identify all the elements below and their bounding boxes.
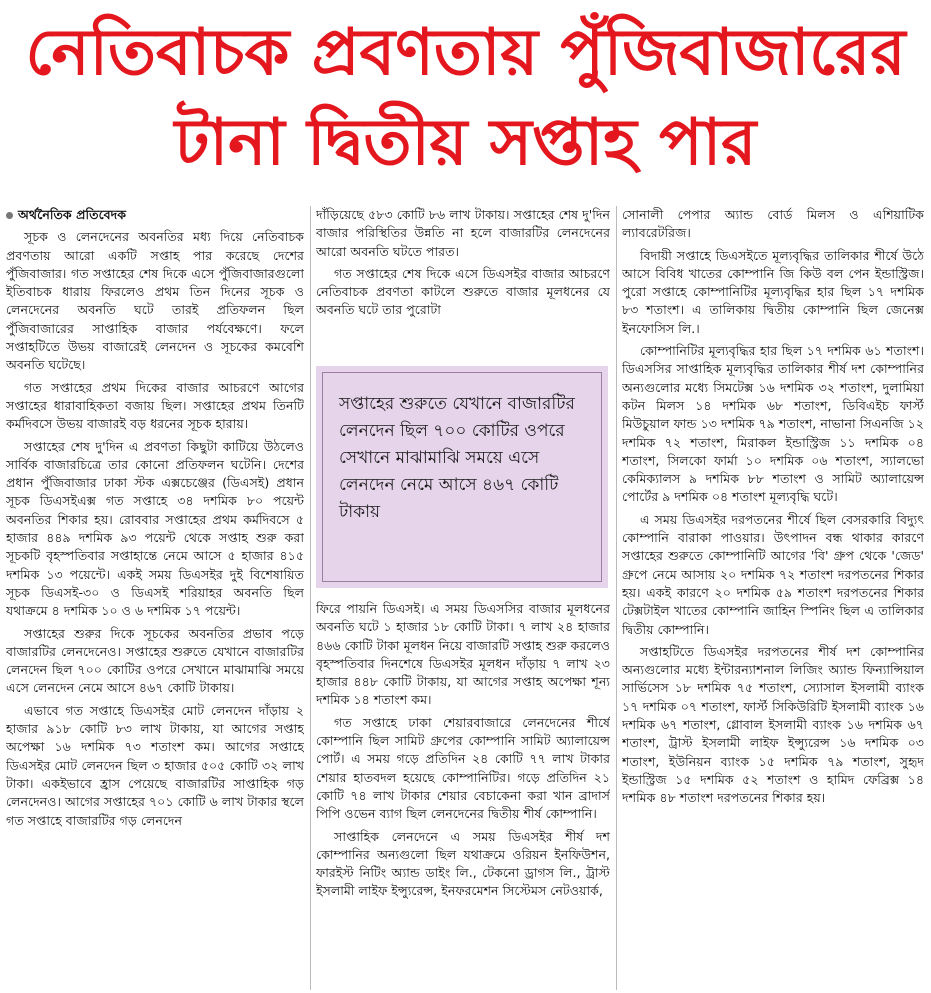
article-column-1 <box>6 206 304 990</box>
paragraph: সপ্তাহের শেষ দু'দিন এ প্রবণতা কিছুটা কাটিয়ে উঠলেও সার্বিক বাজারচিত্রে তার কোনো প্রতিফলন ঘটেনি। দেশের প্রধান পুঁজিবাজার ঢাকা স্টক এক্সচেঞ্জের (ডিএসই) প্রধান সূচক ডিএসইএক্স গত সপ্তাহে ৩৪ দশমিক ৮০ পয়েন্ট অবনতির শিকার হয়। রোববার সপ্তাহের প্রথম কর্মদিবসে ৫ হাজার ৪৪৯ দশমিক ৯৩ পয়েন্ট থেকে সপ্তাহ শুরু করা সূচকটি বৃহস্পতিবার সপ্তাহান্তে নেমে আসে ৫ হাজার ৪১৫ দশমিক ১৩ পয়েন্টে। একই সময় ডিএসইর দুই বিশেষায়িত সূচক ডিএসই-৩০ ও ডিএসই শরিয়াহর অবনতি ছিল যথাক্রমে ৪ দশমিক ১০ ও ৬ দশমিক ১৭ পয়েন্ট। <box>6 438 304 619</box>
column-separator <box>616 206 617 990</box>
paragraph: দাঁড়িয়েছে ৫৮৩ কোটি ৮৬ লাখ টাকায়। সপ্তাহের শেষ দু'দিন বাজার পরিস্থিতির উন্নতি না হলে বাজারটির লেনদেনের আরো অবনতি ঘটতে পারত। <box>316 207 610 259</box>
paragraph: সূচক ও লেনদেনের অবনতির মধ্য দিয়ে নেতিবাচক প্রবণতায় আরো একটি সপ্তাহ পার করেছে দেশের পুঁজিবাজার। গত সপ্তাহের শেষ দিকে এসে পুঁজিবাজারগুলো ইতিবাচক ধারায় ফিরলেও প্রথম তিন দিনের সূচক ও লেনদেনের অবনতি ঘটে তারই প্রতিফলন ছিল পুঁজিবাজারের সাপ্তাহিক বাজার পর্যবেক্ষণে। ফলে সপ্তাহটিতে উভয় বাজারেই লেনদেন ও সূচকের কমবেশি অবনতি ঘটেছে। <box>6 229 304 373</box>
paragraph: সোনালী পেপার অ্যান্ড বোর্ড মিলস ও এশিয়াটিক ল্যাবরেটরিজ। <box>622 207 924 241</box>
paragraph: সপ্তাহের শুরুর দিকে সূচকের অবনতির প্রভাব পড়ে বাজারটির লেনদেনেও। সপ্তাহের শুরুতে যেখানে বাজারটির লেনদেন ছিল ৭০০ কোটির ওপরে সেখানে মাঝামাঝি সময়ে এসে লেনদেন নেমে আসে ৪৬৭ কোটি টাকায়। <box>6 625 304 696</box>
article-column-2-bottom <box>316 600 610 990</box>
bullet-icon <box>6 212 13 219</box>
paragraph: এ সময় ডিএসইর দরপতনের শীর্ষে ছিল বেসরকারি বিদ্যুৎ কোম্পানি বারাকা পাওয়ার। উৎপাদন বন্ধ থাকার কারণে সপ্তাহের শুরুতে কোম্পানিটি আগের 'বি' গ্রুপ থেকে 'জেড' গ্রুপে নেমে আসায় ২০ দশমিক ৭২ শতাংশ দরপতনের শিকার হয়। একই কারণে ২০ দশমিক ৫৯ শতাংশ দরপতনের শিকার টেক্সটাইল খাতের কোম্পানি জাহিন স্পিনিং ছিল এ তালিকার দ্বিতীয় কোম্পানি। <box>622 511 924 637</box>
column-separator <box>310 206 311 990</box>
headline <box>0 0 931 200</box>
paragraph: এভাবে গত সপ্তাহে ডিএসইর মোট লেনদেন দাঁড়ায় ২ হাজার ৯১৮ কোটি ৮৩ লাখ টাকায়, যা আগের সপ্তাহ অপেক্ষা ১৬ দশমিক ৭৩ শতাংশ কম। আগের সপ্তাহে ডিএসইর মোট লেনদেন ছিল ৩ হাজার ৫০৫ কোটি ৩২ লাখ টাকা। একইভাবে হ্রাস পেয়েছে বাজারটির সাপ্তাহিক গড় লেনদেনও। আগের সপ্তাহের ৭০১ কোটি ৬ লাখ টাকার স্থলে গত সপ্তাহে বাজারটির গড় লেনদেন <box>6 702 304 828</box>
headline-line-1: নেতিবাচক প্রবণতায় পুঁজিবাজারের <box>25 16 906 90</box>
pull-quote-box <box>316 366 608 588</box>
pull-quote-text: সপ্তাহের শুরুতে যেখানে বাজারটির লেনদেন ছিল ৭০০ কোটির ওপরে সেখানে মাঝামাঝি সময়ে এসে লেনদেন নেমে আসে ৪৬৭ কোটি টাকায় <box>322 372 602 582</box>
paragraph: গত সপ্তাহের প্রথম দিকের বাজার আচরণে আগের সপ্তাহের ধারাবাহিকতা বজায় ছিল। সপ্তাহের প্রথম তিনটি কর্মদিবসে উভয় বাজারই বড় ধরনের সূচক হারায়। <box>6 379 304 432</box>
byline <box>6 206 304 224</box>
paragraph: গত সপ্তাহে ঢাকা শেয়ারবাজারে লেনদেনের শীর্ষে কোম্পানি ছিল সামিট গ্রুপের কোম্পানি সামিট অ্যালায়েন্স পোর্ট। এ সময় গড়ে প্রতিদিন ২৪ কোটি ৭৭ লাখ টাকার শেয়ার হাতবদল হয়েছে কোম্পানিটির। গড়ে প্রতিদিন ২১ কোটি ৭৪ লাখ টাকার শেয়ার বেচাকেনা করা খান ব্রাদার্স পিপি ওভেন ব্যাগ ছিল লেনদেনের দ্বিতীয় শীর্ষ কোম্পানি। <box>316 714 610 822</box>
article-column-2-top <box>316 206 610 338</box>
byline-text: অর্থনৈতিক প্রতিবেদক <box>18 207 127 222</box>
paragraph: কোম্পানিটির মূল্যবৃদ্ধির হার ছিল ১৭ দশমিক ৬১ শতাংশ। ডিএসসির সাপ্তাহিক মূল্যবৃদ্ধির তালিকার শীর্ষ দশ কোম্পানির অন্যগুলোর মধ্যে সিমটেক্স ১৬ দশমিক ৩২ শতাংশ, দুলামিয়া কটন মিলস ১৪ দশমিক ৬৮ শতাংশ, ডিবিএইচ ফার্স্ট মিউচুয়াল ফান্ড ১৩ দশমিক ৭৯ শতাংশ, নাভানা সিএনজি ১২ দশমিক ৭২ শতাংশ, মিরাকল ইন্ডাস্ট্রিজ ১১ দশমিক ০৪ শতাংশ, সিলকো ফার্মা ১০ দশমিক ০৬ শতাংশ, স্যালভো কেমিক্যালস ৯ দশমিক ৮৮ শতাংশ ও সামিট অ্যালায়েন্স পোর্টের ৯ দশমিক ০৪ শতাংশ মূল্যবৃদ্ধি ঘটে। <box>622 343 924 505</box>
paragraph: ফিরে পায়নি ডিএসই। এ সময় ডিএসসির বাজার মূলধনের অবনতি ঘটে ১ হাজার ১৮ কোটি টাকা। ৭ লাখ ২৪ হাজার ৪৬৬ কোটি টাকা মূলধন নিয়ে বাজারটি সপ্তাহ শুরু করলেও বৃহস্পতিবার দিনশেষে ডিএসইর মূলধন দাঁড়ায় ৭ লাখ ২৩ হাজার ৪৪৮ কোটি টাকায়, যা আগের সপ্তাহ অপেক্ষা শূন্য দশমিক ১৪ শতাংশ কম। <box>316 601 610 708</box>
paragraph: সাপ্তাহিক লেনদেনে এ সময় ডিএসইর শীর্ষ দশ কোম্পানির অন্যগুলো ছিল যথাক্রমে ওরিয়ন ইনফিউশন, ফারইস্ট নিটিং অ্যান্ড ডাইং লি., টেকনো ড্রাগস লি., ট্রাস্ট ইসলামী লাইফ ইন্স্যুরেন্স, ইনফরমেশন সিস্টেমস নেটওয়ার্ক, <box>316 828 610 899</box>
paragraph: গত সপ্তাহের শেষ দিকে এসে ডিএসইর বাজার আচরণে নেতিবাচক প্রবণতা কাটলে শুরুতে বাজার মূলধনের যে অবনতি ঘটে তার পুরোটা <box>316 265 610 318</box>
paragraph: সপ্তাহটিতে ডিএসইর দরপতনের শীর্ষ দশ কোম্পানির অন্যগুলোর মধ্যে ইন্টারন্যাশনাল লিজিং অ্যান্ড ফিন্যান্সিয়াল সার্ভিসেস ১৮ দশমিক ৭৫ শতাংশ, স্যোসাল ইসলামী ব্যাংক ১৭ দশমিক ০৭ শতাংশ, ফার্স্ট সিকিউরিটি ইসলামী ব্যাংক ১৬ দশমিক ৬৭ শতাংশ, গ্লোবাল ইসলামী ব্যাংক ১৬ দশমিক ৬৭ শতাংশ, ট্রাস্ট ইসলামী লাইফ ইন্স্যুরেন্স ১৬ দশমিক ০৩ শতাংশ, ইউনিয়ন ব্যাংক ১৫ দশমিক ৭৯ শতাংশ, সুহৃদ ইন্ডাস্ট্রিজ ১৫ দশমিক ৫২ শতাংশ ও হামিদ ফেব্রিক্স ১৪ দশমিক ৪৮ শতাংশ দরপতনের শিকার হয়। <box>622 643 924 806</box>
article-column-3 <box>622 206 924 990</box>
paragraph: বিদায়ী সপ্তাহে ডিএসইতে মূল্যবৃদ্ধির তালিকার শীর্ষে উঠে আসে বিবিধ খাতের কোম্পানি জি কিউ বল পেন ইন্ডাস্ট্রিজ। পুরো সপ্তাহে কোম্পানিটির মূল্যবৃদ্ধির হার ছিল ১৭ দশমিক ৮৩ শতাংশ। এ তালিকায় দ্বিতীয় কোম্পানি ছিল জেনেক্স ইনফোসিস লি.। <box>622 247 924 336</box>
headline-line-2: টানা দ্বিতীয় সপ্তাহ পার <box>174 106 757 180</box>
